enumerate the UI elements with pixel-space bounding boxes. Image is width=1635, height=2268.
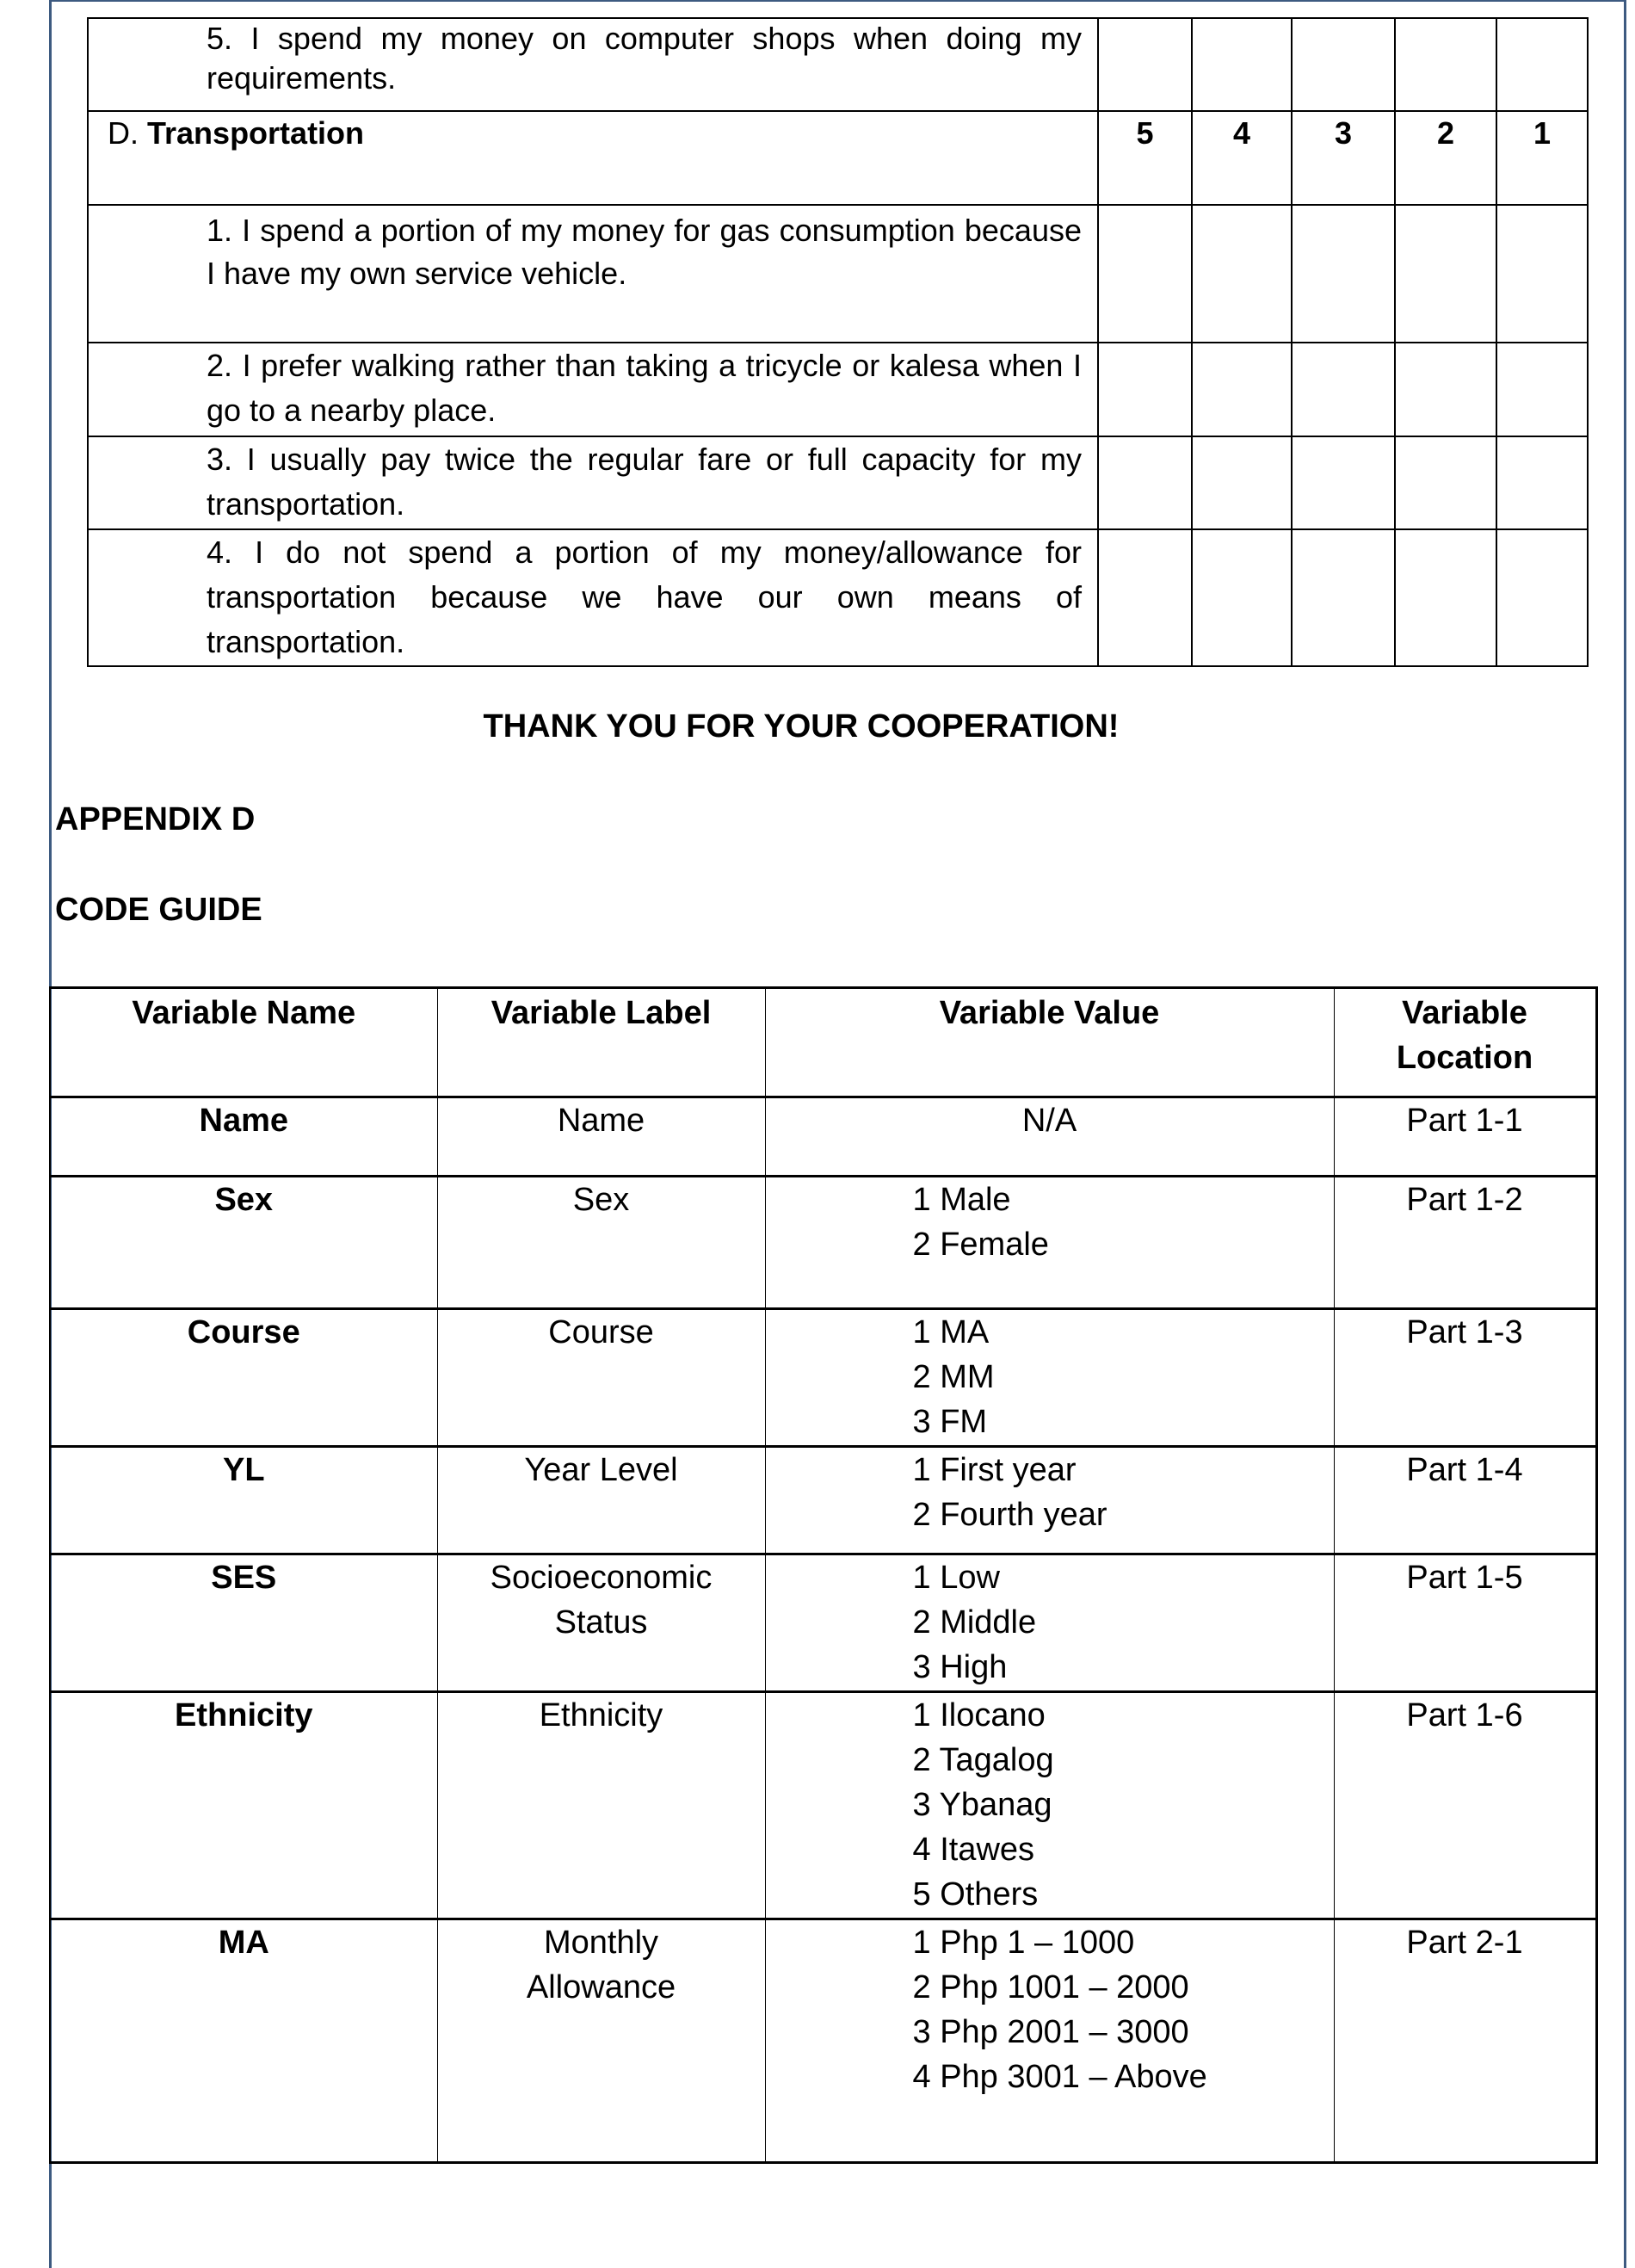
value-option: 5 Others bbox=[912, 1876, 1039, 1913]
section-prefix: D. bbox=[108, 115, 139, 151]
code-guide-row bbox=[50, 1097, 1596, 1177]
code-guide-title: CODE GUIDE bbox=[55, 892, 262, 928]
variable-location: Part 1-6 bbox=[1334, 1692, 1596, 1919]
closing-message: THANK YOU FOR YOUR COOPERATION! bbox=[483, 708, 1120, 745]
variable-name: MA bbox=[50, 1919, 437, 2163]
variable-location: Part 2-1 bbox=[1334, 1919, 1596, 2163]
variable-name: Course bbox=[50, 1309, 437, 1447]
scale-label-5: 5 bbox=[1098, 111, 1192, 205]
variable-label: Course bbox=[437, 1309, 765, 1447]
rating-cell-5[interactable] bbox=[1098, 18, 1192, 111]
rating-cell-2[interactable] bbox=[1395, 529, 1496, 666]
code-guide-row bbox=[50, 1447, 1596, 1554]
rating-cell-1[interactable] bbox=[1496, 436, 1588, 529]
survey-row bbox=[88, 343, 1588, 436]
value-option: 1 Php 1 – 1000 bbox=[912, 1925, 1135, 1961]
code-guide-row bbox=[50, 1692, 1596, 1919]
rating-cell-1[interactable] bbox=[1496, 18, 1588, 111]
rating-cell-2[interactable] bbox=[1395, 343, 1496, 436]
rating-cell-3[interactable] bbox=[1292, 436, 1395, 529]
variable-location: Part 1-3 bbox=[1334, 1309, 1596, 1447]
survey-section-header bbox=[88, 111, 1588, 205]
rating-cell-1[interactable] bbox=[1496, 343, 1588, 436]
scale-label-3: 3 bbox=[1292, 111, 1395, 205]
value-option: 2 Tagalog bbox=[912, 1742, 1054, 1778]
value-option: 3 Php 2001 – 3000 bbox=[912, 2014, 1189, 2050]
value-option: 1 First year bbox=[912, 1452, 1077, 1488]
survey-table bbox=[87, 17, 1589, 667]
header-variable-value: Variable Value bbox=[765, 988, 1334, 1097]
question-text: 2. I prefer walking rather than taking a tricycle or kalesa when I go to a nearby place. bbox=[88, 343, 1098, 436]
variable-label: Year Level bbox=[437, 1447, 765, 1554]
variable-label: Monthly Allowance bbox=[437, 1919, 765, 2163]
value-option: 2 Female bbox=[912, 1227, 1049, 1263]
rating-cell-4[interactable] bbox=[1192, 343, 1292, 436]
survey-row bbox=[88, 205, 1588, 343]
value-option: 1 Low bbox=[912, 1560, 1000, 1596]
code-guide-header-row bbox=[50, 988, 1596, 1097]
variable-label: Socioeconomic Status bbox=[437, 1554, 765, 1692]
value-option: 2 Middle bbox=[912, 1604, 1037, 1641]
variable-value bbox=[765, 1919, 1334, 2163]
variable-location: Part 1-4 bbox=[1334, 1447, 1596, 1554]
variable-name: Ethnicity bbox=[50, 1692, 437, 1919]
variable-value: N/A bbox=[765, 1097, 1334, 1177]
value-option: 1 Male bbox=[912, 1182, 1011, 1218]
rating-cell-5[interactable] bbox=[1098, 343, 1192, 436]
rating-cell-3[interactable] bbox=[1292, 18, 1395, 111]
rating-cell-2[interactable] bbox=[1395, 436, 1496, 529]
variable-label: Ethnicity bbox=[437, 1692, 765, 1919]
rating-cell-4[interactable] bbox=[1192, 18, 1292, 111]
variable-name: YL bbox=[50, 1447, 437, 1554]
rating-cell-4[interactable] bbox=[1192, 205, 1292, 343]
rating-cell-3[interactable] bbox=[1292, 205, 1395, 343]
question-text: 3. I usually pay twice the regular fare or full capacity for my transportation. bbox=[88, 436, 1098, 529]
rating-cell-4[interactable] bbox=[1192, 529, 1292, 666]
code-guide-row bbox=[50, 1554, 1596, 1692]
question-text: 1. I spend a portion of my money for gas consumption because I have my own service vehicle. bbox=[88, 205, 1098, 343]
code-guide-row bbox=[50, 1309, 1596, 1447]
value-option: 3 Ybanag bbox=[912, 1787, 1052, 1823]
variable-value bbox=[765, 1554, 1334, 1692]
code-guide-table bbox=[49, 986, 1598, 2164]
rating-cell-5[interactable] bbox=[1098, 205, 1192, 343]
header-variable-location: Variable Location bbox=[1334, 988, 1596, 1097]
rating-cell-5[interactable] bbox=[1098, 436, 1192, 529]
variable-name: Name bbox=[50, 1097, 437, 1177]
code-guide-row bbox=[50, 1177, 1596, 1309]
survey-row bbox=[88, 436, 1588, 529]
rating-cell-2[interactable] bbox=[1395, 18, 1496, 111]
survey-row bbox=[88, 529, 1588, 666]
scale-label-1: 1 bbox=[1496, 111, 1588, 205]
appendix-title: APPENDIX D bbox=[55, 801, 256, 837]
variable-label: Name bbox=[437, 1097, 765, 1177]
variable-location: Part 1-1 bbox=[1334, 1097, 1596, 1177]
variable-name: SES bbox=[50, 1554, 437, 1692]
value-option: 1 Ilocano bbox=[912, 1697, 1046, 1733]
variable-value bbox=[765, 1309, 1334, 1447]
rating-cell-3[interactable] bbox=[1292, 529, 1395, 666]
variable-value bbox=[765, 1447, 1334, 1554]
value-option: 2 Fourth year bbox=[912, 1497, 1107, 1533]
header-variable-name: Variable Name bbox=[50, 988, 437, 1097]
variable-location: Part 1-2 bbox=[1334, 1177, 1596, 1309]
section-title bbox=[88, 111, 1098, 205]
scale-label-2: 2 bbox=[1395, 111, 1496, 205]
variable-location: Part 1-5 bbox=[1334, 1554, 1596, 1692]
variable-value bbox=[765, 1692, 1334, 1919]
rating-cell-4[interactable] bbox=[1192, 436, 1292, 529]
question-text: 5. I spend my money on computer shops when doing my requirements. bbox=[88, 18, 1098, 111]
rating-cell-3[interactable] bbox=[1292, 343, 1395, 436]
variable-name: Sex bbox=[50, 1177, 437, 1309]
value-option: 4 Itawes bbox=[912, 1832, 1035, 1868]
variable-label: Sex bbox=[437, 1177, 765, 1309]
rating-cell-1[interactable] bbox=[1496, 529, 1588, 666]
header-variable-label: Variable Label bbox=[437, 988, 765, 1097]
value-option: 3 FM bbox=[912, 1404, 988, 1440]
section-name: Transportation bbox=[147, 115, 365, 151]
value-option: 3 High bbox=[912, 1649, 1008, 1685]
value-option: 2 Php 1001 – 2000 bbox=[912, 1969, 1189, 2005]
question-text: 4. I do not spend a portion of my money/allowance for transportation because we have our own means of transportation. bbox=[88, 529, 1098, 666]
scale-label-4: 4 bbox=[1192, 111, 1292, 205]
value-option: 2 MM bbox=[912, 1359, 995, 1395]
value-option: 1 MA bbox=[912, 1314, 990, 1350]
variable-value bbox=[765, 1177, 1334, 1309]
code-guide-row bbox=[50, 1919, 1596, 2163]
rating-cell-1[interactable] bbox=[1496, 205, 1588, 343]
rating-cell-2[interactable] bbox=[1395, 205, 1496, 343]
rating-cell-5[interactable] bbox=[1098, 529, 1192, 666]
survey-row-prev-item bbox=[88, 18, 1588, 111]
value-option: 4 Php 3001 – Above bbox=[912, 2059, 1207, 2095]
